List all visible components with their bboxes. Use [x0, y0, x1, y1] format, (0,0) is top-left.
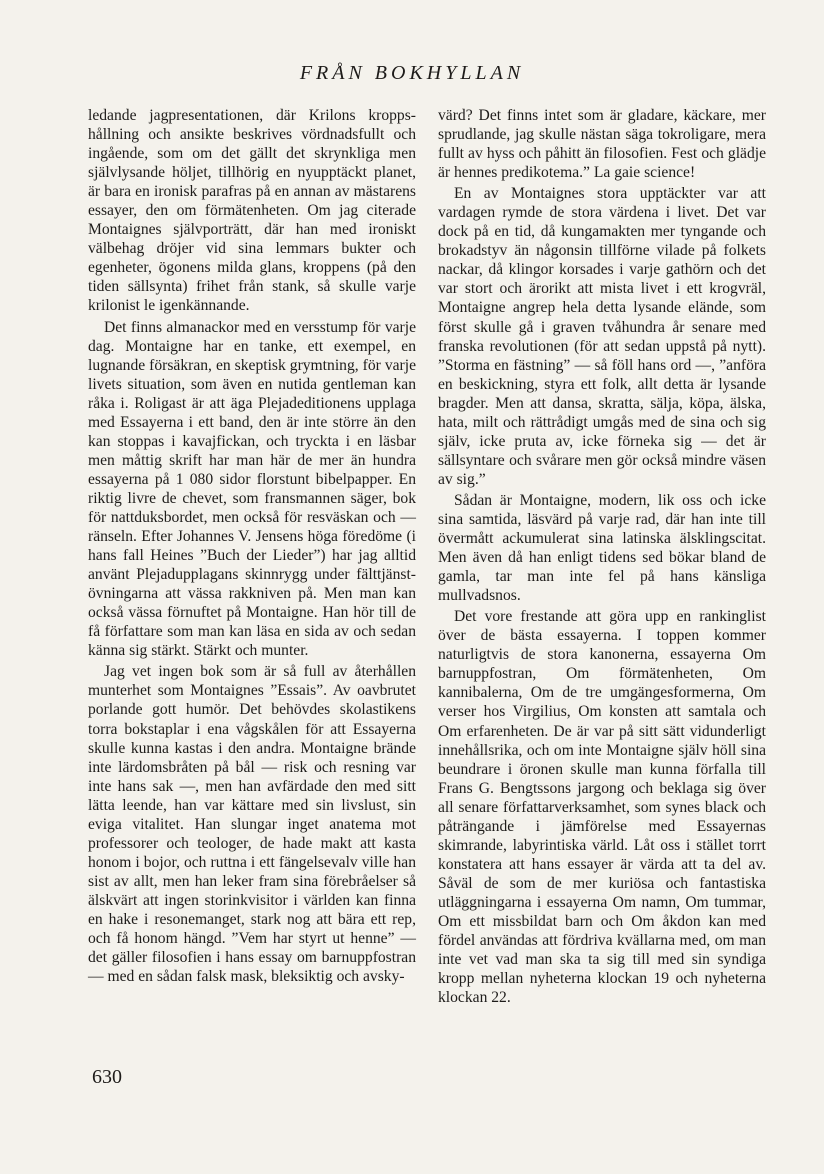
paragraph: Sådan är Montaigne, modern, lik oss och icke sina samtida, läsvärd på varje rad, där han inte till övermått ackumulerat sina latinska älsklingscitat. Men även då han enligt tidens sed bökar bland de gamla, tar man inte fel på hans känsliga mullvadsnos. — [438, 491, 766, 605]
paragraph: Det finns almanackor med en versstump för varje dag. Montaigne har en tanke, ett exempel, en lugnande försäkran, en skeptisk grymtning, för varje livets situation, som även en nutida gentleman kan råka i. Roligast är att äga Plejadeditionens upplaga med Essayerna i ett band, den är inte större än den kan stoppas i kavajfickan, och tryckta i en läsbar men måttig skrift har man här de mer än hundra essayerna på 1 080 sidor florstunt bibelpapper. En riktig livre de chevet, som fransmannen säger, bok för nattduksbordet, men också för resväskan och — ränseln. Efter Johannes V. Jensens höga föredöme (i hans fall Heines ”Buch der Lieder”) har jag alltid använt Plejadupplagans skinnrygg under fälttjänst-övningarna att vässa rakkniven på. Men man kan också vässa förnuftet på Montaigne. Han hör till de få författare som man kan läsa en sida av och sedan känna sig stärkt. Stärkt och munter. — [88, 318, 416, 660]
left-column — [88, 106, 416, 986]
paragraph: En av Montaignes stora upptäckter var att vardagen rymde de stora värdena i livet. Det var dock på en tid, då kungamakten mer tyngande och brokadstyv än någonsin tillförne vilade på folkets nackar, då klingor korsades i varje gathörn och det var stort och ärorikt att mista livet i ett krogvräl, Montaigne angrep hela detta lysande elände, som först skulle gå i graven tvåhundra år senare med franska revolutionen (för att sedan uppstå på nytt). ”Storma en fästning” — så föll hans ord —, ”anföra en beskickning, styra ett folk, allt detta är lysande bragder. Men att dansa, skratta, sälja, köpa, älska, hata, milt och rättrådigt umgås med de sina och sig själv, icke pruta av, icke förneka sig — det är sällsyntare och svårare men gör också mindre väsen av sig.” — [438, 185, 766, 488]
running-title: FRÅN BOKHYLLAN — [299, 62, 525, 84]
page-number: 630 — [92, 1066, 122, 1088]
paragraph: ledande jagpresentationen, där Krilons kropps-hållning och ansikte beskrives vördnadsfullt och ingående, som om det gällt det skrynkliga men självlysande höljet, tillhörig en nyupptäckt planet, är bara en ironisk parafras på en annan av mästarens essayer, den om förmätenheten. Om jag citerade Montaignes självporträtt, där han med ironiskt välbehag dröjer vid sina lemmars bukter och egenheter, ögonens milda glans, kroppens (på den tiden sällsynta) frihet från stank, så skulle varje krilonist le igenkännande. — [88, 107, 416, 315]
paragraph: värd? Det finns intet som är gladare, käckare, mer sprudlande, jag skulle nästan säga tokroligare, mera fullt av hyss och påhitt än filosofien. Fest och glädje är hennes predikotema.” La gaie science! — [438, 107, 766, 182]
paragraph: Det vore frestande att göra upp en rankinglist över de bästa essayerna. I toppen kommer naturligtvis de stora kanonerna, essayerna Om barnuppfostran, Om förmätenheten, Om kannibalerna, Om de tre umgängesformerna, Om verser hos Virgilius, Om konsten att samtala och Om erfarenheten. De är var på sitt sätt vidunderligt innehållsrika, och om inte Montaigne själv höll sina beundrare i öronen skulle man kunna förfalla till Frans G. Bengtssons jargong och beklaga sig över all senare författarverksamhet, som synes black och påträngande i jämförelse med Essayernas skimrande, labyrintiska värld. Låt oss i stället torrt konstatera att hans essayer är värda att ta del av. Såväl de som de mer kuriösa och fantastiska utläggningarna i essayerna Om namn, Om tummar, Om ett missbildat barn och Om åkdon kan med fördel användas att fördriva kvällarna med, om man inte vet vad man ska ta sig till med sin syndiga kropp mellan nyheterna klockan 19 och nyheterna klockan 22. — [438, 608, 766, 1007]
paragraph: Jag vet ingen bok som är så full av återhållen munterhet som Montaignes ”Essais”. Av oavbrutet porlande gott humör. Det behövdes skolastikens torra bokstaplar i ena vågskålen för att Essayerna skulle kunna kastas i den andra. Montaigne brände inte lärdomsbråten på bål — risk och resning var inte hans sak —, men han avfärdade den med sitt lätta leende, han var kättare med sin livslust, sin eviga vitalitet. Han slungar inget anatema mot professorer och teologer, de hade makt att kasta honom i bojor, och ruttna i ett fängelsevalv ville han sist av allt, men han leker fram sina förebråelser så älskvärt att ingen storinkvisitor i världen kan finna en hake i resonemanget, stark nog att bära ett rep, och få honom hängd. ”Vem har styrt ut henne” — det gäller filosofien i hans essay om barnuppfostran — med en sådan falsk mask, bleksiktig och avsky- — [88, 663, 416, 986]
right-column — [438, 106, 766, 1007]
